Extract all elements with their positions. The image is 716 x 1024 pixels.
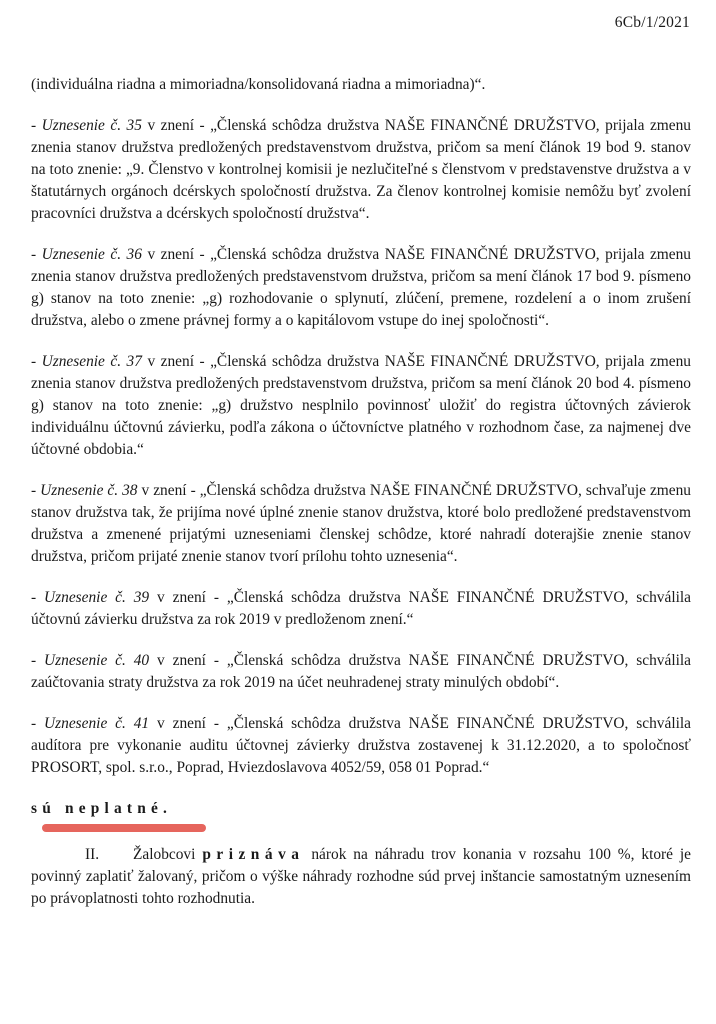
document-body <box>31 74 691 929</box>
resolution-text: v znení - „Členská schôdza družstva NAŠE FINANČNÉ DRUŽSTVO, schválila audítora pre vykonanie auditu účtovnej závierky družstva zostavenej k 31.12.2020, a to spoločnosť PROSORT, spol. s.r.o., Poprad, Hviezdoslavova 4052/59, 058 01 Poprad.“ <box>31 715 691 776</box>
resolution-text: v znení - „Členská schôdza družstva NAŠE FINANČNÉ DRUŽSTVO, prijala zmenu znenia stanov družstva predložených predstavenstvom družstva, pričom sa mení článok 17 bod 9. písmeno g) stanov na toto znenie: „g) rozhodovanie o splynutí, zlúčení, premene, rozdelení a o inom zrušení družstva, alebo o zmene právnej formy a o kapitálovom vstupe do inej spoločnosti“. <box>31 246 691 329</box>
resolution-text: v znení - „Členská schôdza družstva NAŠE FINANČNÉ DRUŽSTVO, schválila účtovnú závierku družstva za rok 2019 v predloženom znení.“ <box>31 589 691 628</box>
verdict-statement: sú neplatné. <box>31 800 173 817</box>
resolution-text: v znení - „Členská schôdza družstva NAŠE FINANČNÉ DRUŽSTVO, prijala zmenu znenia stanov družstva predložených predstavenstvom družstva, pričom sa mení článok 20 bod 4. písmeno g) stanov na toto znenie: „g) družstvo nesplnilo povinnosť uložiť do registra účtovných závierok individuálnu účtovnú závierku, podľa zákona o účtovníctve platného v rozhodnom čase, za najmenej dve účtovné obdobia.“ <box>31 353 691 458</box>
intro-line: (individuálna riadna a mimoriadna/konsolidovaná riadna a mimoriadna)“. <box>31 76 486 93</box>
resolution-label: - Uznesenie č. 41 <box>31 715 150 732</box>
section-keyword: priznáva <box>202 846 305 863</box>
resolution-label: - Uznesenie č. 40 <box>31 652 150 669</box>
resolution-label: - Uznesenie č. 37 <box>31 353 142 370</box>
red-highlight-mark <box>42 824 206 832</box>
resolution-38 <box>31 480 691 568</box>
resolution-36 <box>31 244 691 332</box>
section-lead: Žalobcovi <box>133 846 196 863</box>
resolution-40 <box>31 650 691 694</box>
resolution-text: v znení - „Členská schôdza družstva NAŠE FINANČNÉ DRUŽSTVO, schvaľuje zmenu stanov družstva tak, že prijíma nové úplné znenie stanov družstva, ktoré bolo predložené predstavenstvom družstva a zmenené prijatými uzneseniami členskej schôdze, ktoré nahradí doterajšie znenie stanov družstva, pričom prijaté znenie stanov tvorí prílohu tohto uznesenia“. <box>31 482 691 565</box>
resolution-37 <box>31 351 691 461</box>
resolution-label: - Uznesenie č. 35 <box>31 117 142 134</box>
resolution-text: v znení - „Členská schôdza družstva NAŠE FINANČNÉ DRUŽSTVO, prijala zmenu znenia stanov družstva predložených predstavenstvom družstva, pričom sa mení článok 19 bod 9. stanov na toto znenie: „9. Členstvo v kontrolnej komisii je nezlučiteľné s členstvom v predstavenstve družstva a v štatutárnych orgánoch dcérskych spoločností družstva. Za členov kontrolnej komisie nemôžu byť zvolení pracovníci družstva a dcérskych spoločností družstva“. <box>31 117 691 222</box>
resolution-label: - Uznesenie č. 39 <box>31 589 150 606</box>
resolution-35 <box>31 115 691 225</box>
resolution-41 <box>31 713 691 779</box>
resolution-label: - Uznesenie č. 38 <box>31 482 138 499</box>
section-two-paragraph <box>31 844 691 910</box>
resolution-text: v znení - „Členská schôdza družstva NAŠE FINANČNÉ DRUŽSTVO, schválila zaúčtovania straty družstva za rok 2019 na účet neuhradenej straty minulých období“. <box>31 652 691 691</box>
resolution-39 <box>31 587 691 631</box>
resolution-label: - Uznesenie č. 36 <box>31 246 142 263</box>
section-text: nárok na náhradu trov konania v rozsahu 100 %, ktoré je povinný zaplatiť žalovaný, pričom o výške náhrady rozhodne súd prvej inštancie samostatným uznesením po právoplatnosti tohto rozhodnutia. <box>31 846 691 907</box>
section-numeral: II. <box>85 846 100 863</box>
document-reference-number: 6Cb/1/2021 <box>614 14 690 31</box>
